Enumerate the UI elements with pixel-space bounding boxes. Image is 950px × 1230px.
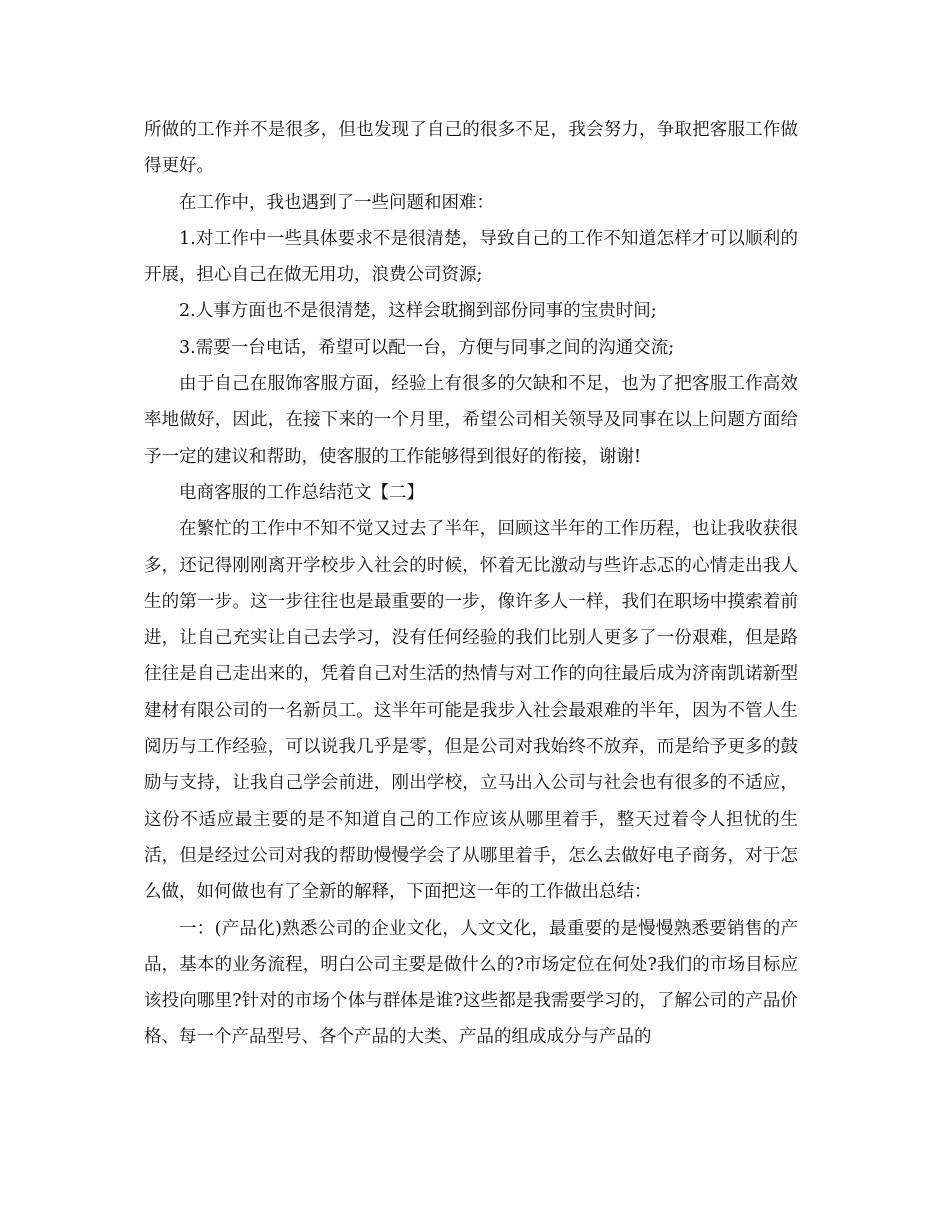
paragraph-main: 在繁忙的工作中不知不觉又过去了半年，回顾这半年的工作历程，也让我收获很多，还记得刚刚离开学校步入社会的时候，怀着无比激动与些许忐忑的心情走出我人生的第一步。这一步往往也是最重要的一步，像许多人一样，我们在职场中摸索着前进，让自己充实让自己去学习，没有任何经验的我们比别人更多了一份艰难，但是路往往是自己走出来的，凭着自己对生活的热情与对工作的向往最后成为济南凯诺新型建材有限公司的一名新员工。这半年可能是我步入社会最艰难的半年，因为不管人生阅历与工作经验，可以说我几乎是零，但是公司对我始终不放弃，而是给予更多的鼓励与支持，让我自己学会前进，刚出学校，立马出入公司与社会也有很多的不适应，这份不适应最主要的是不知道自己的工作应该从哪里着手，整天过着令人担忧的生活，但是经过公司对我的帮助慢慢学会了从哪里着手，怎么去做好电子商务，对于怎么做，如何做也有了全新的解释，下面把这一年的工作做出总结： xyxy=(144,519,798,903)
list-item-3: 3.需要一台电话，希望可以配一台，方便与同事之间的沟通交流; xyxy=(179,337,675,358)
document-page xyxy=(144,112,798,1056)
list-item-1: 1.对工作中一些具体要求不是很清楚，导致自己的工作不知道怎样才可以顺利的开展，担心自己在做无用功，浪费公司资源; xyxy=(144,228,798,286)
list-item-2: 2.人事方面也不是很清楚，这样会耽搁到部份同事的宝贵时间; xyxy=(179,301,657,322)
paragraph-2: 在工作中，我也遇到了一些问题和困难： xyxy=(179,192,494,213)
paragraph-closing: 由于自己在服饰客服方面，经验上有很多的欠缺和不足，也为了把客服工作高效率地做好，因此，在接下来的一个月里，希望公司相关领导及同事在以上问题方面给予一定的建议和帮助，使客服的工作能够得到很好的衔接，谢谢! xyxy=(144,374,798,467)
paragraph-point-one: 一：(产品化)熟悉公司的企业文化，人文文化，最重要的是慢慢熟悉要销售的产品，基本的业务流程，明白公司主要是做什么的?市场定位在何处?我们的市场目标应该投向哪里?针对的市场个体与群体是谁?这些都是我需要学习的，了解公司的产品价格、每一个产品型号、各个产品的大类、产品的组成成分与产品的 xyxy=(144,918,798,1048)
section-heading: 电商客服的工作总结范文【二】 xyxy=(179,482,424,503)
paragraph-1: 所做的工作并不是很多，但也发现了自己的很多不足，我会努力，争取把客服工作做得更好。 xyxy=(144,120,798,177)
